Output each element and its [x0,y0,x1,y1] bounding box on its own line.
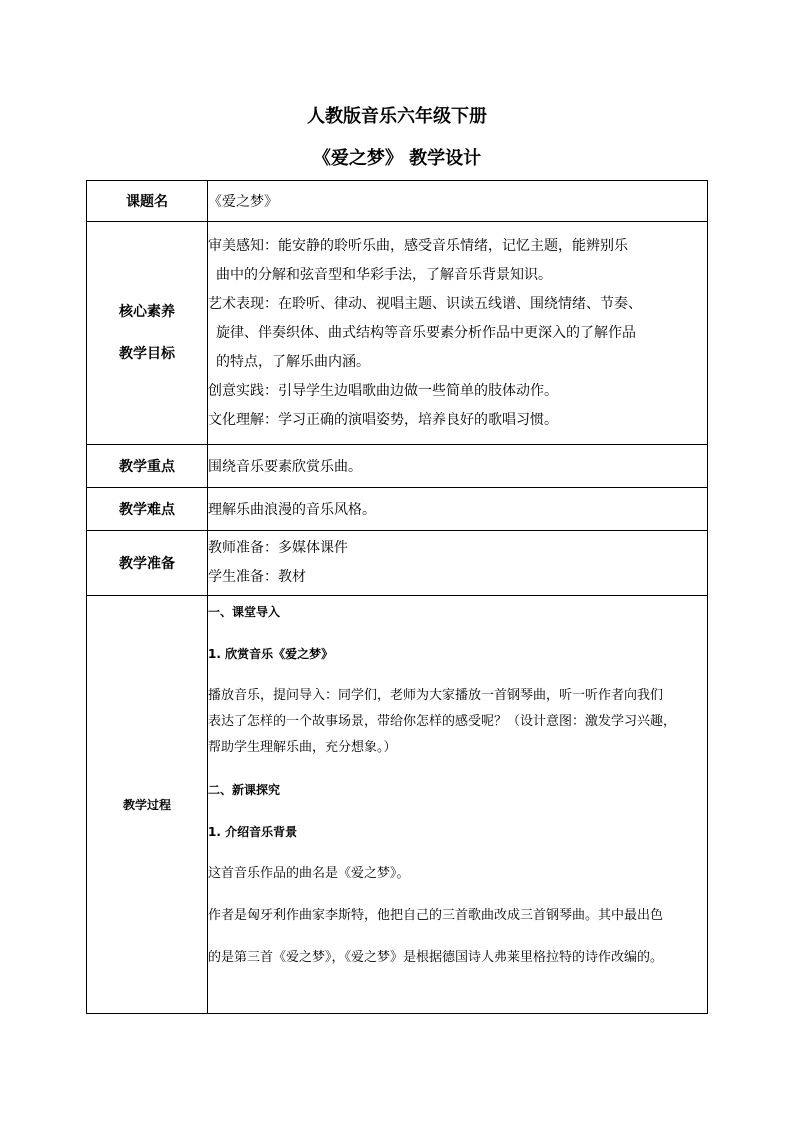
subheading-listen: 1. 欣赏音乐《爱之梦》 [208,647,334,661]
goal-aesthetic-line-2: 曲中的分解和弦音型和华彩手法，了解音乐背景知识。 [216,266,552,283]
table-row-preparation [87,531,708,596]
goal-art-line-3: 的特点，了解乐曲内涵。 [216,353,370,370]
topic-label: 课题名 [87,181,208,222]
preparation-student: 学生准备：教材 [208,569,306,585]
goals-label-cell [87,222,208,445]
document-subtitle: 《爱之梦》 教学设计 [312,148,482,169]
document-title: 人教版音乐六年级下册 [307,106,487,127]
table-row-key-point [87,445,708,488]
table-row-difficulty [87,488,708,531]
table-row-process [87,596,708,1014]
goal-creative: 创意实践：引导学生边唱歌曲边做一些简单的肢体动作。 [208,382,558,399]
goals-label-2: 教学目标 [119,346,175,362]
background-paragraph-2-line-1: 作者是匈牙利作曲家李斯特，他把自己的三首歌曲改成三首钢琴曲。其中最出色 [208,908,664,923]
topic-value: 《爱之梦》 [208,181,708,222]
preparation-label: 教学准备 [87,531,208,596]
table-row-topic [87,181,708,222]
goal-art-line-1: 艺术表现：在聆听、律动、视唱主题、识读五线谱、围绕情绪、节奏、 [208,295,642,312]
goal-culture: 文化理解：学习正确的演唱姿势，培养良好的歌唱习惯。 [208,411,558,428]
section-heading-explore: 二、新课探究 [208,783,281,797]
preparation-content [208,531,708,596]
intro-paragraph-line-1: 播放音乐，提问导入：同学们，老师为大家播放一首钢琴曲，听一听作者向我们 [208,688,664,703]
intro-paragraph-line-2: 表达了怎样的一个故事场景，带给你怎样的感受呢？（设计意图：激发学习兴趣， [208,714,677,729]
key-point-value: 围绕音乐要素欣赏乐曲。 [208,445,708,488]
subheading-background: 1. 介绍音乐背景 [208,825,298,839]
background-paragraph-1: 这首音乐作品的曲名是《爱之梦》。 [208,866,410,881]
goals-label-1: 核心素养 [119,304,175,320]
preparation-teacher: 教师准备：多媒体课件 [208,540,348,556]
goal-aesthetic-line-1: 审美感知：能安静的聆听乐曲，感受音乐情绪，记忆主题，能辨别乐 [208,237,628,254]
section-heading-intro: 一、课堂导入 [208,605,281,619]
key-point-label: 教学重点 [87,445,208,488]
goals-content [208,222,708,445]
difficulty-value: 理解乐曲浪漫的音乐风格。 [208,488,708,531]
intro-paragraph-line-3: 帮助学生理解乐曲，充分想象。） [208,740,397,755]
difficulty-label: 教学难点 [87,488,208,531]
process-label: 教学过程 [87,596,208,1014]
goal-art-line-2: 旋律、伴奏织体、曲式结构等音乐要素分析作品中更深入的了解作品 [216,324,636,341]
process-content [208,596,708,1014]
table-row-goals [87,222,708,445]
lesson-plan-table [86,180,708,1014]
background-paragraph-2-line-2: 的是第三首《爱之梦》，《爱之梦》是根据德国诗人弗莱里格拉特的诗作改编的。 [208,950,664,965]
